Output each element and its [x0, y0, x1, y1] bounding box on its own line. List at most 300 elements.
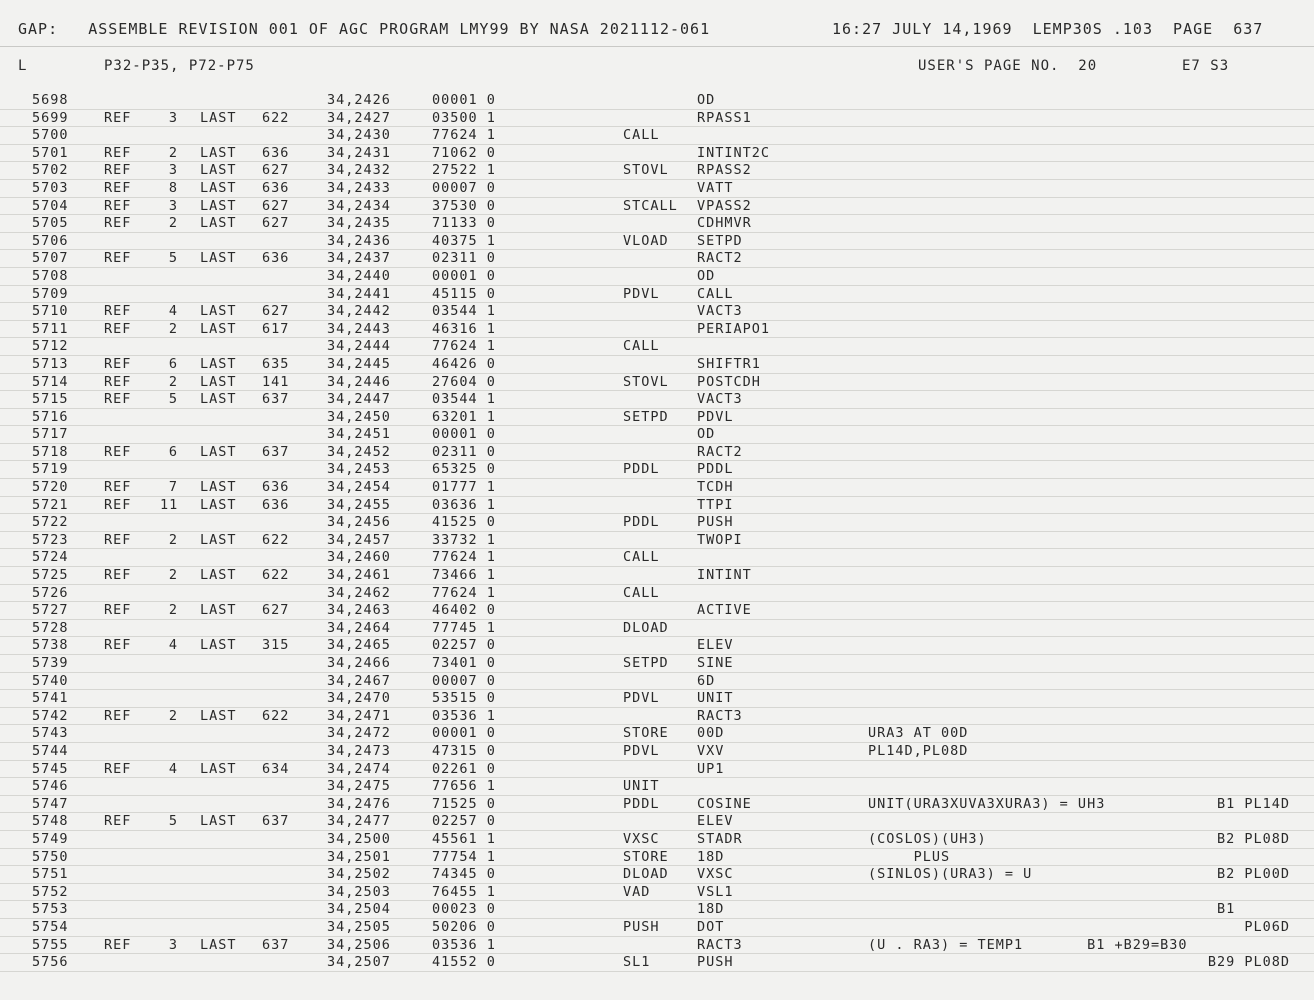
memory-address: 34,2435 [327, 215, 391, 232]
line-number: 5749 [32, 830, 69, 847]
comment: (SINLOS)(URA3) = U [868, 866, 1033, 883]
line-number: 5721 [32, 496, 69, 513]
memory-address: 34,2432 [327, 162, 391, 179]
listing-row [0, 901, 1314, 919]
opcode: PDDL [623, 795, 660, 812]
memory-address: 34,2441 [327, 285, 391, 302]
listing-row [0, 937, 1314, 955]
memory-address: 34,2471 [327, 707, 391, 724]
line-number: 5751 [32, 866, 69, 883]
listing-row [0, 796, 1314, 814]
last-page: 622 [262, 109, 290, 126]
octal-code: 02311 0 [432, 443, 496, 460]
listing-row [0, 725, 1314, 743]
memory-address: 34,2461 [327, 567, 391, 584]
line-number: 5740 [32, 672, 69, 689]
ref-count: 3 [168, 162, 178, 179]
octal-code: 27604 0 [432, 373, 496, 390]
last-keyword: LAST [200, 355, 237, 372]
ref-keyword: REF [104, 707, 132, 724]
opcode: PDVL [623, 285, 660, 302]
operand: ELEV [697, 813, 734, 830]
octal-code: 02311 0 [432, 250, 496, 267]
operand: 18D [697, 901, 725, 918]
ref-keyword: REF [104, 602, 132, 619]
line-number: 5708 [32, 267, 69, 284]
listing-row [0, 250, 1314, 268]
opcode: VAD [623, 883, 651, 900]
last-keyword: LAST [200, 602, 237, 619]
program-pages: P32-P35, P72-P75 [104, 58, 255, 74]
opcode: PDVL [623, 690, 660, 707]
ref-count: 2 [168, 215, 178, 232]
line-number: 5709 [32, 285, 69, 302]
listing-row [0, 813, 1314, 831]
ref-keyword: REF [104, 215, 132, 232]
operand: 6D [697, 672, 716, 689]
last-keyword: LAST [200, 197, 237, 214]
ref-keyword: REF [104, 531, 132, 548]
ref-count: 6 [168, 355, 178, 372]
listing-row [0, 954, 1314, 972]
operand: VSL1 [697, 883, 734, 900]
run-timestamp-page: 16:27 JULY 14,1969 LEMP30S .103 PAGE 637 [832, 20, 1264, 38]
listing-row [0, 127, 1314, 145]
ref-count: 6 [168, 443, 178, 460]
operand: SHIFTR1 [697, 355, 761, 372]
octal-code: 47315 0 [432, 742, 496, 759]
ref-keyword: REF [104, 373, 132, 390]
opcode: STORE [623, 725, 669, 742]
octal-code: 03544 1 [432, 303, 496, 320]
memory-address: 34,2470 [327, 690, 391, 707]
line-number: 5753 [32, 901, 69, 918]
operand: PDDL [697, 461, 734, 478]
opcode: DLOAD [623, 619, 669, 636]
last-keyword: LAST [200, 373, 237, 390]
ref-count: 8 [168, 179, 178, 196]
memory-address: 34,2503 [327, 883, 391, 900]
operand: RACT3 [697, 936, 743, 953]
operand: RACT2 [697, 250, 743, 267]
line-number: 5713 [32, 355, 69, 372]
last-keyword: LAST [200, 443, 237, 460]
octal-code: 73466 1 [432, 567, 496, 584]
last-keyword: LAST [200, 813, 237, 830]
last-keyword: LAST [200, 320, 237, 337]
memory-address: 34,2440 [327, 267, 391, 284]
octal-code: 02261 0 [432, 760, 496, 777]
opcode: PDDL [623, 461, 660, 478]
opcode: STCALL [623, 197, 678, 214]
last-page: 636 [262, 479, 290, 496]
operand: VPASS2 [697, 197, 752, 214]
listing-row [0, 303, 1314, 321]
memory-address: 34,2434 [327, 197, 391, 214]
line-number: 5710 [32, 303, 69, 320]
operand: RPASS2 [697, 162, 752, 179]
ref-count: 5 [168, 391, 178, 408]
octal-code: 00001 0 [432, 267, 496, 284]
octal-code: 03636 1 [432, 496, 496, 513]
listing-row [0, 761, 1314, 779]
ref-count: 5 [168, 813, 178, 830]
memory-address: 34,2467 [327, 672, 391, 689]
memory-address: 34,2464 [327, 619, 391, 636]
line-number: 5706 [32, 232, 69, 249]
line-number: 5700 [32, 127, 69, 144]
ref-count: 4 [168, 760, 178, 777]
line-number: 5707 [32, 250, 69, 267]
memory-address: 34,2436 [327, 232, 391, 249]
operand: SETPD [697, 232, 743, 249]
listing-row [0, 884, 1314, 902]
last-keyword: LAST [200, 479, 237, 496]
operand: 18D [697, 848, 725, 865]
octal-code: 45115 0 [432, 285, 496, 302]
octal-code: 00023 0 [432, 901, 496, 918]
last-keyword: LAST [200, 567, 237, 584]
octal-code: 50206 0 [432, 918, 496, 935]
memory-address: 34,2500 [327, 830, 391, 847]
memory-address: 34,2473 [327, 742, 391, 759]
listing-row [0, 286, 1314, 304]
operand: UNIT [697, 690, 734, 707]
octal-code: 53515 0 [432, 690, 496, 707]
octal-code: 77624 1 [432, 338, 496, 355]
memory-address: 34,2433 [327, 179, 391, 196]
operand: SINE [697, 655, 734, 671]
line-number: 5745 [32, 760, 69, 777]
opcode: CALL [623, 127, 660, 144]
operand: RACT2 [697, 443, 743, 460]
sheet-code: E7 S3 [1182, 58, 1230, 74]
listing-row [0, 585, 1314, 603]
comment: (U . RA3) = TEMP1 B1 +B29=B30 [868, 936, 1188, 953]
last-keyword: LAST [200, 936, 237, 953]
listing-row [0, 673, 1314, 691]
line-number: 5724 [32, 549, 69, 566]
memory-address: 34,2474 [327, 760, 391, 777]
memory-address: 34,2457 [327, 531, 391, 548]
octal-code: 40375 1 [432, 232, 496, 249]
line-number: 5716 [32, 408, 69, 425]
operand: ELEV [697, 637, 734, 654]
memory-address: 34,2502 [327, 866, 391, 883]
ref-count: 4 [168, 637, 178, 654]
opcode: VXSC [623, 830, 660, 847]
ref-count: 2 [168, 567, 178, 584]
memory-address: 34,2431 [327, 144, 391, 161]
operand: DOT [697, 918, 725, 935]
octal-code: 77745 1 [432, 619, 496, 636]
register-note: B2 PL00D [1216, 866, 1290, 883]
line-number: 5722 [32, 514, 69, 531]
octal-code: 00001 0 [432, 426, 496, 443]
ref-keyword: REF [104, 936, 132, 953]
listing-row [0, 532, 1314, 550]
user-page-number: USER'S PAGE NO. 20 [918, 58, 1098, 74]
last-keyword: LAST [200, 707, 237, 724]
operand: 00D [697, 725, 725, 742]
operand: UP1 [697, 760, 725, 777]
ref-count: 11 [160, 496, 179, 513]
line-number: 5703 [32, 179, 69, 196]
ref-count: 2 [168, 707, 178, 724]
operand: CDHMVR [697, 215, 752, 232]
line-number: 5755 [32, 936, 69, 953]
operand: VXSC [697, 866, 734, 883]
subheader-marker: L [18, 58, 28, 74]
last-page: 627 [262, 215, 290, 232]
listing-row [0, 866, 1314, 884]
memory-address: 34,2437 [327, 250, 391, 267]
listing-row [0, 655, 1314, 673]
opcode: STORE [623, 848, 669, 865]
operand: OD [697, 426, 716, 443]
listing-row [0, 198, 1314, 216]
memory-address: 34,2426 [327, 92, 391, 108]
operand: PDVL [697, 408, 734, 425]
line-number: 5705 [32, 215, 69, 232]
octal-code: 46316 1 [432, 320, 496, 337]
memory-address: 34,2430 [327, 127, 391, 144]
ref-count: 5 [168, 250, 178, 267]
opcode: VLOAD [623, 232, 669, 249]
last-keyword: LAST [200, 496, 237, 513]
opcode: PDDL [623, 514, 660, 531]
listing-row [0, 743, 1314, 761]
octal-code: 46426 0 [432, 355, 496, 372]
memory-address: 34,2453 [327, 461, 391, 478]
ref-count: 2 [168, 144, 178, 161]
octal-code: 71133 0 [432, 215, 496, 232]
last-page: 627 [262, 162, 290, 179]
listing-row [0, 637, 1314, 655]
ref-count: 3 [168, 936, 178, 953]
register-note: B2 PL08D [1216, 830, 1290, 847]
opcode: SETPD [623, 655, 669, 671]
last-page: 622 [262, 567, 290, 584]
operand: OD [697, 267, 716, 284]
octal-code: 46402 0 [432, 602, 496, 619]
octal-code: 01777 1 [432, 479, 496, 496]
comment: URA3 AT 00D [868, 725, 969, 742]
last-keyword: LAST [200, 144, 237, 161]
ref-count: 2 [168, 531, 178, 548]
memory-address: 34,2454 [327, 479, 391, 496]
memory-address: 34,2427 [327, 109, 391, 126]
octal-code: 27522 1 [432, 162, 496, 179]
listing-row [0, 162, 1314, 180]
operand: VATT [697, 179, 734, 196]
last-page: 622 [262, 707, 290, 724]
header-rule [0, 46, 1314, 47]
last-keyword: LAST [200, 162, 237, 179]
memory-address: 34,2446 [327, 373, 391, 390]
octal-code: 77624 1 [432, 584, 496, 601]
memory-address: 34,2447 [327, 391, 391, 408]
octal-code: 33732 1 [432, 531, 496, 548]
ref-count: 2 [168, 373, 178, 390]
line-number: 5743 [32, 725, 69, 742]
operand: CALL [697, 285, 734, 302]
comment: PL14D,PL08D [868, 742, 969, 759]
line-number: 5752 [32, 883, 69, 900]
line-number: 5748 [32, 813, 69, 830]
ref-keyword: REF [104, 479, 132, 496]
line-number: 5747 [32, 795, 69, 812]
operand: INTINT2C [697, 144, 771, 161]
operand: TTPI [697, 496, 734, 513]
line-number: 5742 [32, 707, 69, 724]
last-page: 635 [262, 355, 290, 372]
comment: (COSLOS)(UH3) [868, 830, 987, 847]
memory-address: 34,2501 [327, 848, 391, 865]
ref-keyword: REF [104, 250, 132, 267]
memory-address: 34,2463 [327, 602, 391, 619]
listing-row [0, 919, 1314, 937]
opcode: SETPD [623, 408, 669, 425]
line-number: 5726 [32, 584, 69, 601]
memory-address: 34,2456 [327, 514, 391, 531]
comment: PLUS [868, 848, 951, 865]
last-page: 622 [262, 531, 290, 548]
octal-code: 00007 0 [432, 179, 496, 196]
ref-count: 2 [168, 320, 178, 337]
octal-code: 41525 0 [432, 514, 496, 531]
opcode: CALL [623, 584, 660, 601]
ref-count: 3 [168, 197, 178, 214]
listing-row [0, 145, 1314, 163]
register-note: B29 PL08D [1207, 954, 1290, 971]
listing-row [0, 549, 1314, 567]
last-page: 637 [262, 391, 290, 408]
line-number: 5725 [32, 567, 69, 584]
listing-title: GAP: ASSEMBLE REVISION 001 OF AGC PROGRAM LMY99 BY NASA 2021112-061 [18, 20, 711, 38]
octal-code: 03544 1 [432, 391, 496, 408]
octal-code: 73401 0 [432, 655, 496, 671]
octal-code: 74345 0 [432, 866, 496, 883]
register-note: PL06D [1244, 918, 1290, 935]
ref-keyword: REF [104, 179, 132, 196]
last-page: 627 [262, 303, 290, 320]
last-keyword: LAST [200, 391, 237, 408]
memory-address: 34,2460 [327, 549, 391, 566]
opcode: UNIT [623, 778, 660, 795]
memory-address: 34,2477 [327, 813, 391, 830]
memory-address: 34,2452 [327, 443, 391, 460]
last-keyword: LAST [200, 215, 237, 232]
ref-keyword: REF [104, 637, 132, 654]
operand: COSINE [697, 795, 752, 812]
ref-keyword: REF [104, 197, 132, 214]
memory-address: 34,2442 [327, 303, 391, 320]
octal-code: 37530 0 [432, 197, 496, 214]
ref-keyword: REF [104, 320, 132, 337]
last-page: 637 [262, 443, 290, 460]
memory-address: 34,2506 [327, 936, 391, 953]
line-number: 5717 [32, 426, 69, 443]
octal-code: 03536 1 [432, 707, 496, 724]
listing-row [0, 268, 1314, 286]
listing-row [0, 849, 1314, 867]
listing-row [0, 620, 1314, 638]
operand: OD [697, 92, 716, 108]
comment: UNIT(URA3XUVA3XURA3) = UH3 [868, 795, 1106, 812]
last-keyword: LAST [200, 637, 237, 654]
line-number: 5756 [32, 954, 69, 971]
ref-keyword: REF [104, 391, 132, 408]
opcode: PDVL [623, 742, 660, 759]
line-number: 5739 [32, 655, 69, 671]
ref-keyword: REF [104, 109, 132, 126]
operand: VACT3 [697, 303, 743, 320]
operand: INTINT [697, 567, 752, 584]
octal-code: 76455 1 [432, 883, 496, 900]
operand: RACT3 [697, 707, 743, 724]
opcode: STOVL [623, 162, 669, 179]
assembly-listing [0, 92, 1314, 972]
listing-row [0, 215, 1314, 233]
line-number: 5718 [32, 443, 69, 460]
ref-keyword: REF [104, 760, 132, 777]
operand: RPASS1 [697, 109, 752, 126]
last-page: 141 [262, 373, 290, 390]
line-number: 5702 [32, 162, 69, 179]
ref-count: 7 [168, 479, 178, 496]
line-number: 5754 [32, 918, 69, 935]
operand: POSTCDH [697, 373, 761, 390]
listing-row [0, 479, 1314, 497]
operand: ACTIVE [697, 602, 752, 619]
ref-count: 2 [168, 602, 178, 619]
memory-address: 34,2475 [327, 778, 391, 795]
octal-code: 02257 0 [432, 637, 496, 654]
line-number: 5719 [32, 461, 69, 478]
last-keyword: LAST [200, 531, 237, 548]
opcode: PUSH [623, 918, 660, 935]
memory-address: 34,2462 [327, 584, 391, 601]
listing-row [0, 356, 1314, 374]
last-page: 627 [262, 197, 290, 214]
octal-code: 02257 0 [432, 813, 496, 830]
octal-code: 41552 0 [432, 954, 496, 971]
register-note: B1 [1216, 901, 1290, 918]
listing-row [0, 409, 1314, 427]
line-number: 5723 [32, 531, 69, 548]
line-number: 5699 [32, 109, 69, 126]
line-number: 5712 [32, 338, 69, 355]
last-page: 636 [262, 496, 290, 513]
last-page: 636 [262, 250, 290, 267]
listing-row [0, 338, 1314, 356]
memory-address: 34,2466 [327, 655, 391, 671]
operand: PERIAPO1 [697, 320, 771, 337]
last-keyword: LAST [200, 250, 237, 267]
memory-address: 34,2472 [327, 725, 391, 742]
memory-address: 34,2465 [327, 637, 391, 654]
last-page: 315 [262, 637, 290, 654]
line-number: 5714 [32, 373, 69, 390]
last-page: 634 [262, 760, 290, 777]
last-keyword: LAST [200, 109, 237, 126]
octal-code: 03500 1 [432, 109, 496, 126]
ref-keyword: REF [104, 443, 132, 460]
memory-address: 34,2476 [327, 795, 391, 812]
ref-count: 4 [168, 303, 178, 320]
last-page: 637 [262, 813, 290, 830]
